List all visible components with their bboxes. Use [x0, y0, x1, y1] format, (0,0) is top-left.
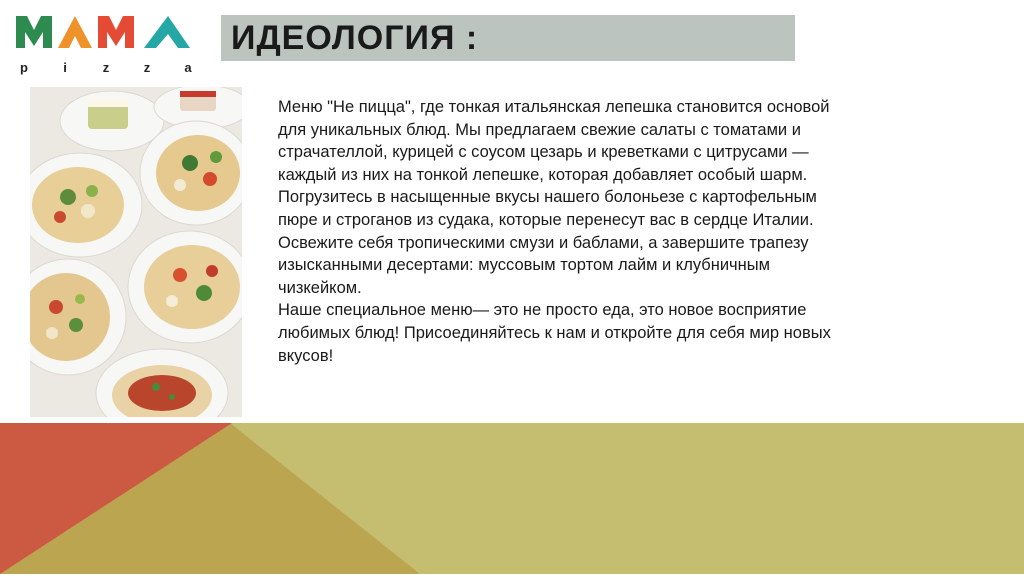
mama-letters-logo: [14, 12, 194, 56]
page-title: ИДЕОЛОГИЯ :: [231, 18, 479, 57]
title-bar: [221, 15, 795, 61]
footer-shapes: [0, 423, 1024, 574]
mama-pizza-logo: [14, 12, 194, 78]
logo-letter: z: [143, 60, 151, 75]
logo-letter: p: [20, 60, 28, 75]
footer-decoration: [0, 423, 1024, 574]
description-text: [278, 96, 838, 367]
logo-letter: z: [102, 60, 110, 75]
description-paragraph: Меню "Не пицца", где тонкая итальянская лепешка становится основой для уникальных блюд. Мы предлагаем свежие салаты с томатами и страчателлой, курицей с соусом цезарь и креветками с цитрусами — каждый из них на тонкой лепешке, которая добавляет особый шарм. Погрузитесь в насыщенные вкусы нашего болоньезе с картофельным пюре и строганов из судака, которые перенесут вас в сердце Италии. Освежите себя тропическими смузи и баблами, а завершите трапезу изысканными десертами: муссовым тортом лайм и клубничным чизкейком.: [278, 98, 830, 297]
logo-letter: a: [184, 60, 192, 75]
logo-letter: i: [63, 60, 67, 75]
food-illustration: [30, 87, 242, 417]
description-paragraph: Наше специальное меню— это не просто еда, это новое восприятие любимых блюд! Присоединяйтесь к нам и откройте для себя мир новых вкусов!: [278, 301, 831, 365]
logo-subtitle: [18, 60, 194, 75]
food-photo: [30, 87, 242, 417]
